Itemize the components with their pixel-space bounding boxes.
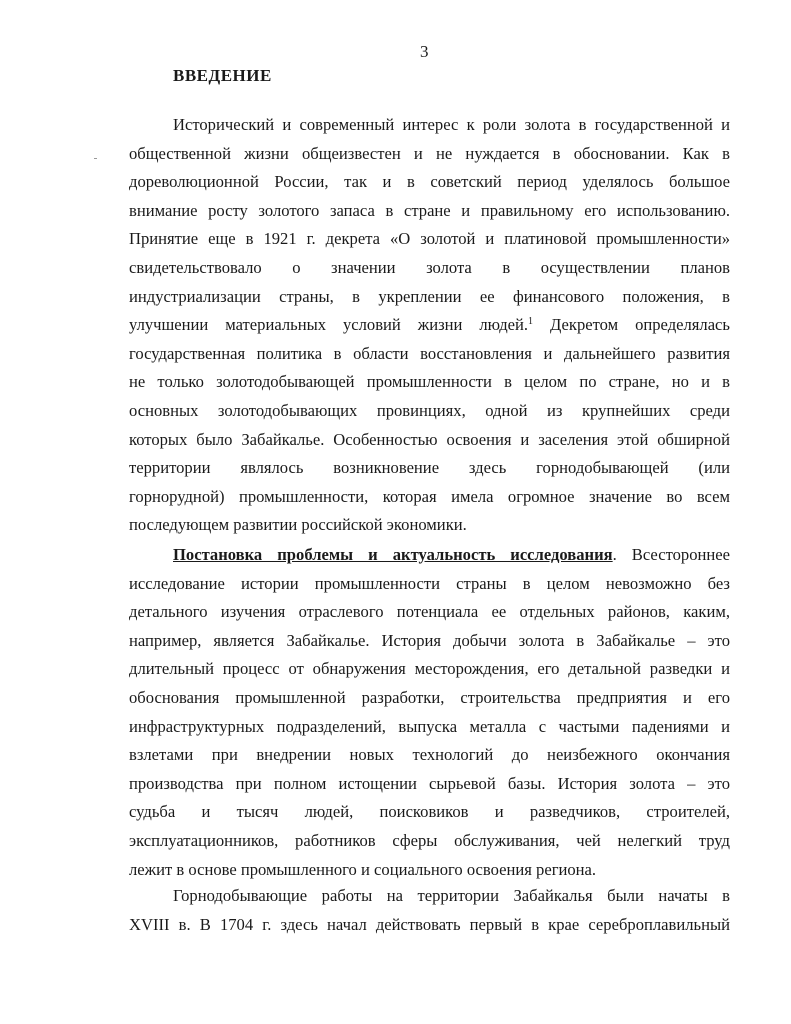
margin-mark xyxy=(94,158,97,159)
text-line: индустриализации страны, в укреплении ее финансового положения, в xyxy=(129,286,730,306)
text-line: инфраструктурных подразделений, выпуска металла с частыми падениями и xyxy=(129,716,730,736)
text-line: Исторический и современный интерес к роли золота в государственной и xyxy=(173,115,730,134)
text-line: обоснования промышленной разработки, строительства предприятия и его xyxy=(129,687,730,707)
text-line: территории являлось возникновение здесь горнодобывающей (или xyxy=(129,458,730,478)
text-line: внимание росту золотого запаса в стране и правильному его использованию. xyxy=(129,200,730,220)
text-line: XVIII в. В 1704 г. здесь начал действовать первый в крае сереброплавильный xyxy=(129,914,730,934)
text-line: Принятие еще в 1921 г. декрета «О золотой и платиновой промышленности» xyxy=(129,229,730,249)
text-line: лежит в основе промышленного и социального освоения региона. xyxy=(129,859,597,879)
text-segment: улучшении материальных условий жизни людей. xyxy=(129,315,529,335)
text-line: общественной жизни общеизвестен и не нуждается в обосновании. Как в xyxy=(129,143,730,163)
text-line: судьба и тысяч людей, поисковиков и разведчиков, строителей, xyxy=(129,802,730,822)
section-heading: ВВЕДЕНИЕ xyxy=(173,66,272,85)
text-line: Горнодобывающие работы на территории Забайкалья были начаты в xyxy=(173,886,730,905)
text-segment: . Всестороннее xyxy=(612,545,730,564)
text-line: детального изучения отраслевого потенциала ее отдельных районов, каким, xyxy=(129,602,730,622)
text-line: взлетами при внедрении новых технологий до неизбежного окончания xyxy=(129,745,730,765)
text-segment: Декретом определялась xyxy=(550,315,730,335)
text-line: которых было Забайкалье. Особенностью освоения и заселения этой обширной xyxy=(129,429,730,449)
text-line: последующем развитии российской экономики. xyxy=(129,515,467,535)
text-line: например, является Забайкалье. История добычи золота в Забайкалье – это xyxy=(129,630,730,650)
text-line: государственная политика в области восстановления и дальнейшего развития xyxy=(129,343,730,363)
paragraph-history xyxy=(129,882,730,939)
paragraph-problem-statement xyxy=(129,541,730,884)
text-line: производства при полном истощении сырьевой базы. История золота – это xyxy=(129,773,730,793)
text-line-with-emphasis xyxy=(129,541,730,570)
text-line: исследование истории промышленности страны в целом невозможно без xyxy=(129,573,730,593)
text-line: основных золотодобывающих провинциях, одной из крупнейших среди xyxy=(129,400,730,420)
text-line: не только золотодобывающей промышленности в целом по стране, но и в xyxy=(129,372,730,392)
text-line-with-footnote xyxy=(129,311,730,340)
text-line: свидетельствовало о значении золота в осуществлении планов xyxy=(129,257,730,277)
footnote-marker: 1 xyxy=(528,316,534,328)
text-line: дореволюционной России, так и в советский период уделялось большое xyxy=(129,172,730,192)
text-line: длительный процесс от обнаружения месторождения, его детальной разведки и xyxy=(129,659,730,679)
text-line: горнорудной) промышленности, которая имела огромное значение во всем xyxy=(129,486,730,506)
emphasized-phrase: Постановка проблемы и актуальность исследования xyxy=(173,545,613,564)
text-line: эксплуатационников, работников сферы обслуживания, чей нелегкий труд xyxy=(129,830,730,850)
page-number: 3 xyxy=(420,42,429,61)
paragraph-introduction xyxy=(129,111,730,540)
